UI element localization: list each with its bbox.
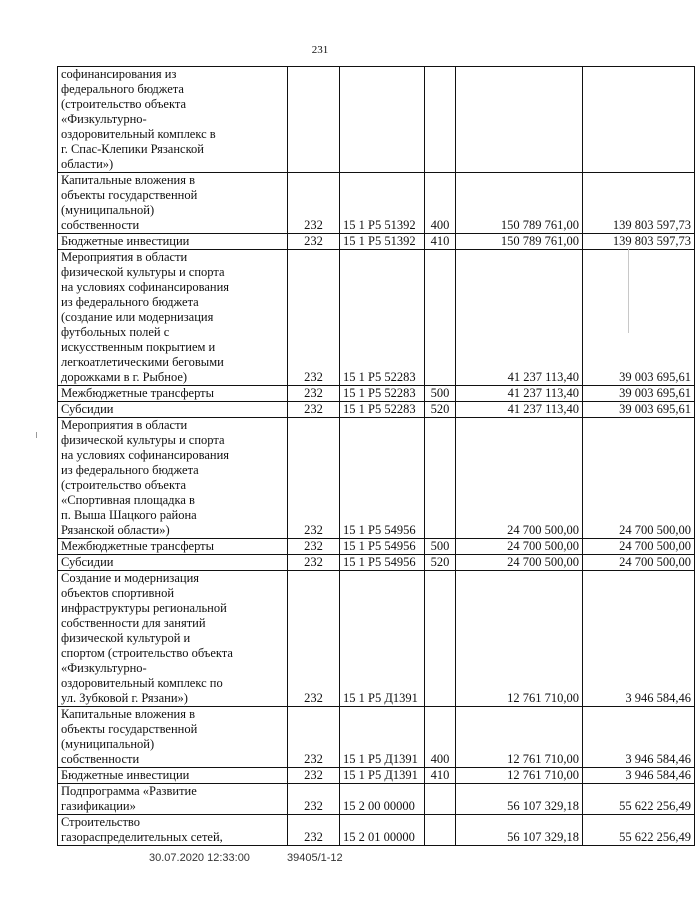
table-row [58, 768, 695, 784]
row-executed-amount-cell: 139 803 597,73 [583, 234, 695, 250]
row-executed-amount-cell: 139 803 597,73 [583, 173, 695, 234]
row-executed-amount-cell: 24 700 500,00 [583, 555, 695, 571]
row-executed-amount-cell: 3 946 584,46 [583, 571, 695, 707]
row-expense-type-cell [425, 418, 456, 539]
row-expense-type-cell [425, 571, 456, 707]
row-expense-type-cell: 520 [425, 555, 456, 571]
row-planned-amount-cell: 24 700 500,00 [456, 539, 583, 555]
table-row [58, 250, 695, 386]
row-planned-amount-cell: 41 237 113,40 [456, 250, 583, 386]
row-planned-amount-cell: 150 789 761,00 [456, 234, 583, 250]
row-target-article-cell: 15 1 P5 54956 [340, 555, 425, 571]
row-name-cell: Бюджетные инвестиции [58, 234, 288, 250]
row-department-code-cell: 232 [288, 250, 340, 386]
table-row [58, 386, 695, 402]
budget-table [57, 66, 695, 846]
row-target-article-cell: 15 1 P5 Д1391 [340, 571, 425, 707]
table-row [58, 173, 695, 234]
row-department-code-cell: 232 [288, 418, 340, 539]
row-department-code-cell [288, 67, 340, 173]
row-planned-amount-cell: 12 761 710,00 [456, 707, 583, 768]
row-executed-amount-cell: 24 700 500,00 [583, 418, 695, 539]
table-row [58, 815, 695, 846]
table-row [58, 784, 695, 815]
footer-datetime: 30.07.2020 12:33:00 [149, 852, 250, 864]
row-name-cell: Капитальные вложения в объекты государственной (муниципальной) собственности [58, 707, 288, 768]
row-executed-amount-cell: 39 003 695,61 [583, 386, 695, 402]
row-target-article-cell [340, 67, 425, 173]
row-expense-type-cell: 400 [425, 173, 456, 234]
row-executed-amount-cell: 55 622 256,49 [583, 784, 695, 815]
row-department-code-cell: 232 [288, 768, 340, 784]
row-target-article-cell: 15 2 01 00000 [340, 815, 425, 846]
budget-table-body [58, 67, 695, 846]
row-department-code-cell: 232 [288, 571, 340, 707]
row-planned-amount-cell: 56 107 329,18 [456, 815, 583, 846]
table-row [58, 555, 695, 571]
row-target-article-cell: 15 1 P5 Д1391 [340, 707, 425, 768]
row-name-cell: Строительство газораспределительных сетей, [58, 815, 288, 846]
row-department-code-cell: 232 [288, 555, 340, 571]
row-expense-type-cell [425, 784, 456, 815]
row-name-cell: Субсидии [58, 555, 288, 571]
row-target-article-cell: 15 1 P5 Д1391 [340, 768, 425, 784]
table-row [58, 234, 695, 250]
row-target-article-cell: 15 1 P5 54956 [340, 418, 425, 539]
row-target-article-cell: 15 2 00 00000 [340, 784, 425, 815]
row-expense-type-cell [425, 815, 456, 846]
row-planned-amount-cell: 56 107 329,18 [456, 784, 583, 815]
row-expense-type-cell: 410 [425, 768, 456, 784]
row-target-article-cell: 15 1 P5 52283 [340, 250, 425, 386]
page-number: 231 [311, 44, 329, 56]
row-executed-amount-cell: 24 700 500,00 [583, 539, 695, 555]
scan-artifact [36, 432, 37, 438]
row-expense-type-cell: 410 [425, 234, 456, 250]
row-planned-amount-cell: 12 761 710,00 [456, 571, 583, 707]
row-expense-type-cell: 520 [425, 402, 456, 418]
table-row [58, 402, 695, 418]
row-planned-amount-cell: 150 789 761,00 [456, 173, 583, 234]
row-name-cell: софинансирования из федерального бюджета (строительство объекта «Физкультурно- оздоровительный комплекс в г. Спас-Клепики Рязанской области») [58, 67, 288, 173]
row-expense-type-cell [425, 67, 456, 173]
row-target-article-cell: 15 1 P5 52283 [340, 402, 425, 418]
row-name-cell: Подпрограмма «Развитие газификации» [58, 784, 288, 815]
row-department-code-cell: 232 [288, 173, 340, 234]
table-row [58, 539, 695, 555]
scan-artifact [628, 248, 629, 333]
row-target-article-cell: 15 1 P5 52283 [340, 386, 425, 402]
row-department-code-cell: 232 [288, 707, 340, 768]
row-executed-amount-cell: 39 003 695,61 [583, 250, 695, 386]
row-target-article-cell: 15 1 P5 54956 [340, 539, 425, 555]
row-department-code-cell: 232 [288, 234, 340, 250]
row-planned-amount-cell: 41 237 113,40 [456, 402, 583, 418]
row-name-cell: Капитальные вложения в объекты государственной (муниципальной) собственности [58, 173, 288, 234]
row-name-cell: Межбюджетные трансферты [58, 539, 288, 555]
row-name-cell: Межбюджетные трансферты [58, 386, 288, 402]
row-executed-amount-cell: 3 946 584,46 [583, 768, 695, 784]
row-expense-type-cell [425, 250, 456, 386]
row-name-cell: Создание и модернизация объектов спортивной инфраструктуры региональной собственности для занятий физической культурой и спортом (строительство объекта «Физкультурно- оздоровительный комплекс по ул. Зубковой г. Рязани») [58, 571, 288, 707]
row-department-code-cell: 232 [288, 386, 340, 402]
row-executed-amount-cell: 3 946 584,46 [583, 707, 695, 768]
row-planned-amount-cell: 24 700 500,00 [456, 418, 583, 539]
table-row [58, 418, 695, 539]
footer-document-id: 39405/1-12 [287, 852, 343, 864]
row-expense-type-cell: 500 [425, 539, 456, 555]
row-planned-amount-cell: 41 237 113,40 [456, 386, 583, 402]
row-name-cell: Мероприятия в области физической культуры и спорта на условиях софинансирования из федерального бюджета (создание или модернизация футбольных полей с искусственным покрытием и легкоатлетическими беговыми дорожками в г. Рыбное) [58, 250, 288, 386]
table-row [58, 67, 695, 173]
row-expense-type-cell: 500 [425, 386, 456, 402]
row-target-article-cell: 15 1 P5 51392 [340, 234, 425, 250]
row-target-article-cell: 15 1 P5 51392 [340, 173, 425, 234]
row-executed-amount-cell [583, 67, 695, 173]
row-planned-amount-cell: 12 761 710,00 [456, 768, 583, 784]
row-expense-type-cell: 400 [425, 707, 456, 768]
row-executed-amount-cell: 39 003 695,61 [583, 402, 695, 418]
row-department-code-cell: 232 [288, 539, 340, 555]
table-row [58, 571, 695, 707]
row-executed-amount-cell: 55 622 256,49 [583, 815, 695, 846]
row-name-cell: Бюджетные инвестиции [58, 768, 288, 784]
row-name-cell: Субсидии [58, 402, 288, 418]
row-department-code-cell: 232 [288, 402, 340, 418]
page-footer [149, 852, 377, 864]
row-name-cell: Мероприятия в области физической культуры и спорта на условиях софинансирования из федерального бюджета (строительство объекта «Спортивная площадка в п. Выша Шацкого района Рязанской области») [58, 418, 288, 539]
row-planned-amount-cell: 24 700 500,00 [456, 555, 583, 571]
row-department-code-cell: 232 [288, 784, 340, 815]
table-row [58, 707, 695, 768]
row-planned-amount-cell [456, 67, 583, 173]
row-department-code-cell: 232 [288, 815, 340, 846]
